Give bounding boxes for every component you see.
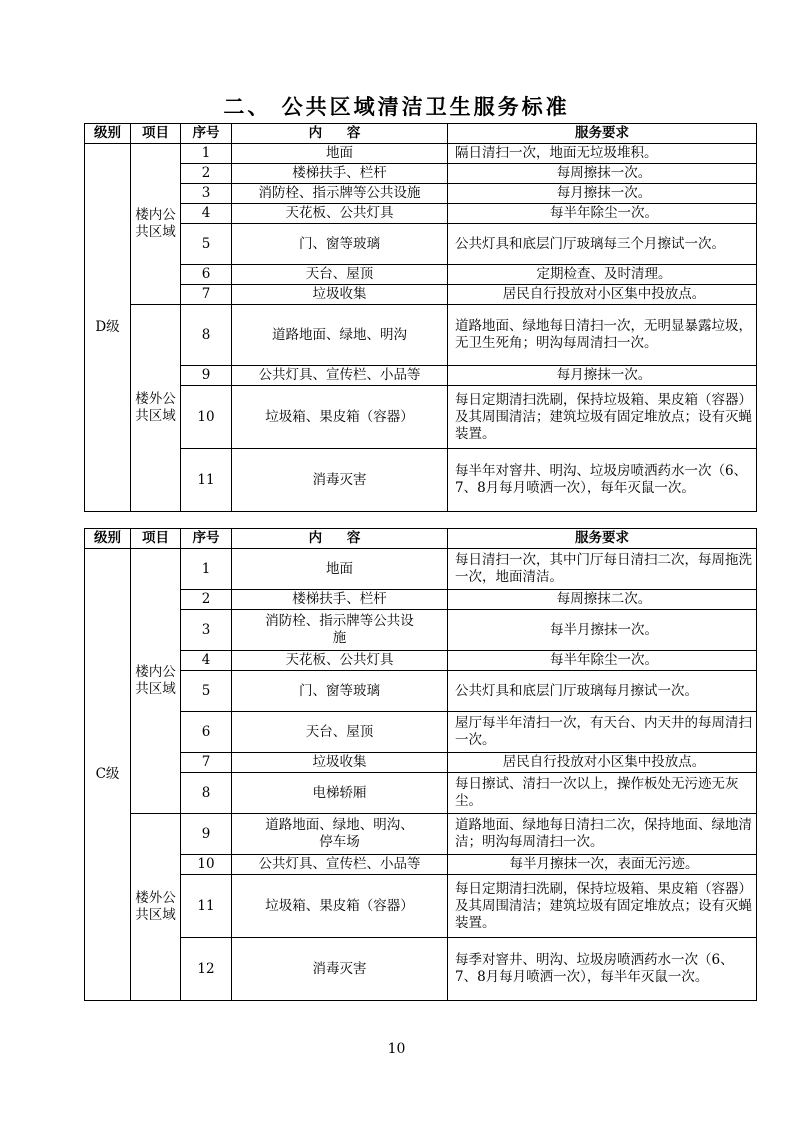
level-cell: D级: [85, 144, 131, 512]
row-content: 垃圾箱、果皮箱（容器）: [232, 875, 448, 938]
header-no: 序号: [181, 529, 232, 549]
page-number: 10: [387, 1041, 406, 1057]
row-no: 7: [181, 285, 232, 305]
level-cell: C级: [85, 549, 131, 1001]
header-content: 内 容: [232, 529, 448, 549]
item-category-cell: 楼内公共区域: [131, 144, 181, 305]
row-requirement: 每日定期清扫洗刷，保持垃圾箱、果皮箱（容器）及其周围清洁；建筑垃圾有固定堆放点；设有灭蝇装置。: [448, 386, 757, 449]
table-row: [85, 366, 757, 386]
row-requirement: 屋厅每半年清扫一次，有天台、内天井的每周清扫一次。: [448, 712, 757, 753]
row-requirement: 每周擦抹二次。: [448, 590, 757, 610]
row-requirement: 每半年除尘一次。: [448, 204, 757, 224]
row-no: 10: [181, 386, 232, 449]
row-no: 1: [181, 144, 232, 164]
row-requirement: 居民自行投放对小区集中投放点。: [448, 285, 757, 305]
c-level-table: [84, 528, 757, 1001]
item-category-cell: 楼外公共区域: [131, 814, 181, 1001]
row-no: 4: [181, 204, 232, 224]
row-requirement: 道路地面、绿地每日清扫二次，保持地面、绿地清洁；明沟每周清扫一次。: [448, 814, 757, 855]
row-requirement: 隔日清扫一次，地面无垃圾堆积。: [448, 144, 757, 164]
table-row: [85, 449, 757, 512]
row-content: 天台、屋顶: [232, 265, 448, 285]
row-no: 8: [181, 305, 232, 366]
row-content: 地面: [232, 549, 448, 590]
row-content: 门、窗等玻璃: [232, 224, 448, 265]
row-content: 公共灯具、宣传栏、小品等: [232, 366, 448, 386]
table-row: [85, 305, 757, 366]
table-row: [85, 938, 757, 1001]
row-content: 道路地面、绿地、明沟: [232, 305, 448, 366]
table-row: [85, 773, 757, 814]
row-no: 11: [181, 449, 232, 512]
row-content: 消毒灭害: [232, 938, 448, 1001]
row-no: 11: [181, 875, 232, 938]
row-no: 7: [181, 753, 232, 773]
row-requirement: 每周擦抹一次。: [448, 164, 757, 184]
header-item: 项目: [131, 529, 181, 549]
table-row: [85, 712, 757, 753]
row-content: 门、窗等玻璃: [232, 671, 448, 712]
row-content: 消防栓、指示牌等公共设施: [232, 610, 448, 651]
row-no: 12: [181, 938, 232, 1001]
d-level-table: [84, 123, 757, 512]
header-requirement: 服务要求: [448, 529, 757, 549]
row-requirement: 每季对窨井、明沟、垃圾房喷洒药水一次（6、7、8月每月喷洒一次），每半年灭鼠一次。: [448, 938, 757, 1001]
header-no: 序号: [181, 124, 232, 144]
row-requirement: 每半年对窨井、明沟、垃圾房喷洒药水一次（6、7、8月每月喷洒一次），每年灭鼠一次。: [448, 449, 757, 512]
row-no: 5: [181, 224, 232, 265]
row-requirement: 每半年除尘一次。: [448, 651, 757, 671]
table-row: [85, 549, 757, 590]
row-content: 公共灯具、宣传栏、小品等: [232, 855, 448, 875]
row-requirement: 每月擦抹一次。: [448, 366, 757, 386]
row-no: 6: [181, 265, 232, 285]
row-content: 消毒灭害: [232, 449, 448, 512]
row-content: 楼梯扶手、栏杆: [232, 590, 448, 610]
row-content: 垃圾收集: [232, 285, 448, 305]
row-requirement: 公共灯具和底层门厅玻璃每三个月擦试一次。: [448, 224, 757, 265]
table-row: [85, 386, 757, 449]
table-row: [85, 814, 757, 855]
header-item: 项目: [131, 124, 181, 144]
row-no: 6: [181, 712, 232, 753]
item-category-cell: 楼内公共区域: [131, 549, 181, 814]
table-row: [85, 144, 757, 164]
row-requirement: 居民自行投放对小区集中投放点。: [448, 753, 757, 773]
row-content: 天花板、公共灯具: [232, 204, 448, 224]
row-no: 3: [181, 610, 232, 651]
row-requirement: 公共灯具和底层门厅玻璃每月擦试一次。: [448, 671, 757, 712]
table-header-row: [85, 124, 757, 144]
table-row: [85, 224, 757, 265]
row-no: 5: [181, 671, 232, 712]
row-no: 2: [181, 164, 232, 184]
table-row: [85, 753, 757, 773]
row-no: 2: [181, 590, 232, 610]
header-level: 级别: [85, 529, 131, 549]
header-requirement: 服务要求: [448, 124, 757, 144]
row-requirement: 每半月擦抹一次，表面无污迹。: [448, 855, 757, 875]
header-level: 级别: [85, 124, 131, 144]
row-content: 天花板、公共灯具: [232, 651, 448, 671]
table-row: [85, 204, 757, 224]
page-title: 二、 公共区域清洁卫生服务标准: [223, 95, 570, 119]
item-category-cell: 楼外公共区域: [131, 305, 181, 512]
row-no: 4: [181, 651, 232, 671]
table-row: [85, 875, 757, 938]
table-row: [85, 164, 757, 184]
row-no: 9: [181, 366, 232, 386]
row-requirement: 每月擦抹一次。: [448, 184, 757, 204]
row-content: 垃圾收集: [232, 753, 448, 773]
table-row: [85, 855, 757, 875]
row-content: 道路地面、绿地、明沟、停车场: [232, 814, 448, 855]
row-content: 垃圾箱、果皮箱（容器）: [232, 386, 448, 449]
row-requirement: 每半月擦抹一次。: [448, 610, 757, 651]
table-row: [85, 651, 757, 671]
header-content: 内 容: [232, 124, 448, 144]
row-requirement: 定期检查、及时清理。: [448, 265, 757, 285]
row-requirement: 每日定期清扫洗刷，保持垃圾箱、果皮箱（容器）及其周围清洁；建筑垃圾有固定堆放点；设有灭蝇装置。: [448, 875, 757, 938]
row-requirement: 每日清扫一次，其中门厅每日清扫二次，每周拖洗一次，地面清洁。: [448, 549, 757, 590]
row-requirement: 每日擦试、清扫一次以上，操作板处无污迹无灰尘。: [448, 773, 757, 814]
row-no: 10: [181, 855, 232, 875]
row-requirement: 道路地面、绿地每日清扫一次，无明显暴露垃圾，无卫生死角；明沟每周清扫一次。: [448, 305, 757, 366]
row-content: 地面: [232, 144, 448, 164]
table-row: [85, 671, 757, 712]
row-content: 电梯轿厢: [232, 773, 448, 814]
row-content: 楼梯扶手、栏杆: [232, 164, 448, 184]
row-no: 8: [181, 773, 232, 814]
row-no: 3: [181, 184, 232, 204]
table-header-row: [85, 529, 757, 549]
table-row: [85, 265, 757, 285]
table-row: [85, 590, 757, 610]
table-row: [85, 610, 757, 651]
table-row: [85, 285, 757, 305]
row-no: 9: [181, 814, 232, 855]
row-content: 天台、屋顶: [232, 712, 448, 753]
row-no: 1: [181, 549, 232, 590]
row-content: 消防栓、指示牌等公共设施: [232, 184, 448, 204]
table-row: [85, 184, 757, 204]
